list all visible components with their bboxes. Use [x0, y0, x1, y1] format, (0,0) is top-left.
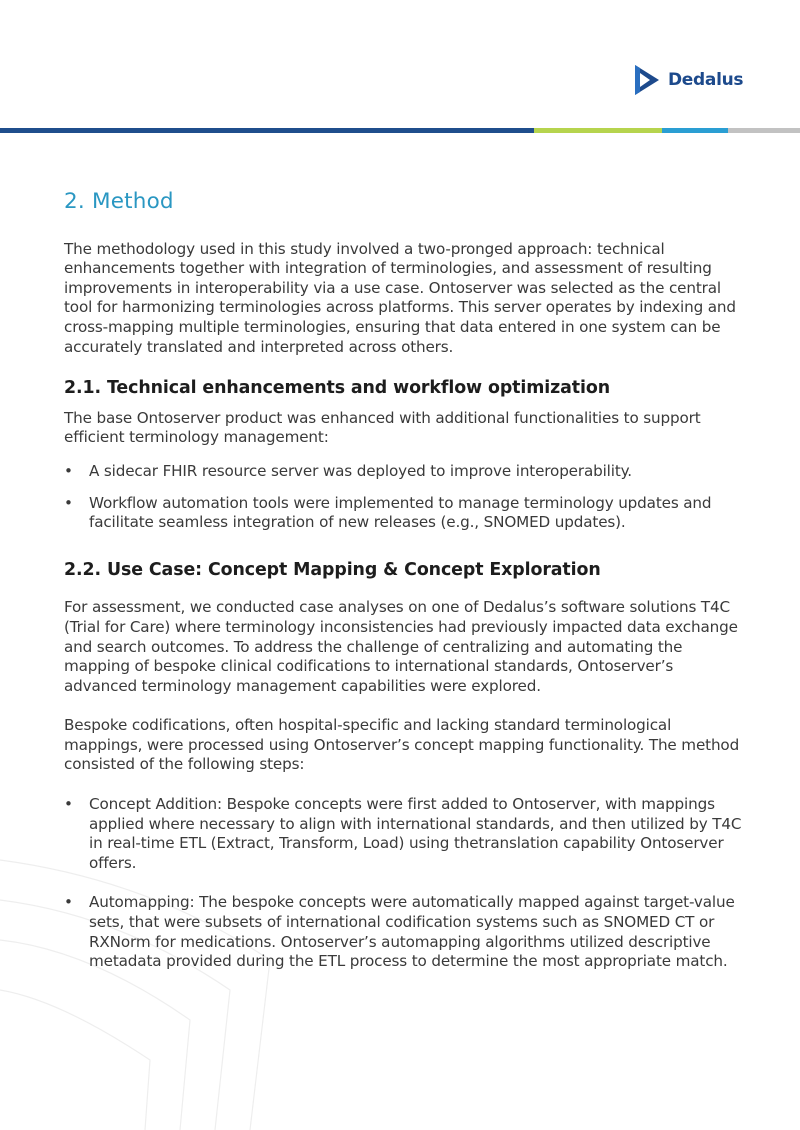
section-intro-paragraph: The methodology used in this study involved a two-pronged approach: technical enhancements together with integration of terminologies, and assessment of resulting improvements in interoperability via a use case. Ontoserver was selected as the central tool for harmonizing terminologies across platforms. This server operates by indexing and cross-mapping multiple terminologies, ensuring that data entered in one system can be accurately translated and interpreted across others.: [64, 239, 736, 356]
header-stripe-green: [534, 128, 662, 133]
bullet-icon: •: [64, 893, 73, 912]
subsection-2-paragraph-1: For assessment, we conducted case analyses on one of Dedalus’s software solutions T4C (Trial for Care) where terminology inconsistencies had previously impacted data exchange and search outcomes. To address the challenge of centralizing and automating the mapping of bespoke clinical codifications to international standards, Ontoserver’s advanced terminology management capabilities were explored.: [64, 598, 738, 695]
subsection-2-list: [64, 795, 744, 972]
logo-wordmark: Dedalus: [668, 70, 744, 90]
bullet-icon: •: [64, 461, 73, 480]
list-item: • Workflow automation tools were implemented to manage terminology updates and facilitate seamless integration of new releases (e.g., SNOMED updates).: [64, 493, 712, 532]
list-item: • Automapping: The bespoke concepts were automatically mapped against target-value sets, that were subsets of international codification systems such as SNOMED CT or RXNorm for medications. Ontoserver’s automapping algorithms utilized descriptive metadata provided during the ETL process to determine the most appropriate match.: [64, 893, 735, 971]
subsection-2-paragraph-2: Bespoke codifications, often hospital-specific and lacking standard terminological mappings, were processed using Ontoserver’s concept mapping functionality. The method consisted of the following steps:: [64, 716, 740, 774]
bullet-icon: •: [64, 795, 73, 814]
dedalus-logo-icon: [634, 64, 660, 96]
main-content: [64, 189, 744, 992]
header-stripe-navy: [0, 128, 534, 133]
subsection-1-list: [64, 462, 744, 533]
header-stripe-grey: [728, 128, 800, 133]
section-title: 2. Method: [64, 189, 174, 214]
list-item: • Concept Addition: Bespoke concepts were first added to Ontoserver, with mappings applied where necessary to align with international standards, and then utilized by T4C in real-time ETL (Extract, Transform, Load) using thetranslation capability Ontoserver offers.: [64, 795, 742, 872]
subsection-1-intro: The base Ontoserver product was enhanced with additional functionalities to support efficient terminology management:: [64, 408, 701, 447]
dedalus-logo: [634, 64, 743, 96]
subsection-2-title: 2.2. Use Case: Concept Mapping & Concept Exploration: [64, 559, 601, 580]
subsection-1-title: 2.1. Technical enhancements and workflow optimization: [64, 378, 610, 399]
list-item: • A sidecar FHIR resource server was deployed to improve interoperability.: [64, 461, 632, 480]
bullet-icon: •: [64, 493, 73, 512]
header-stripe-cyan: [662, 128, 728, 133]
